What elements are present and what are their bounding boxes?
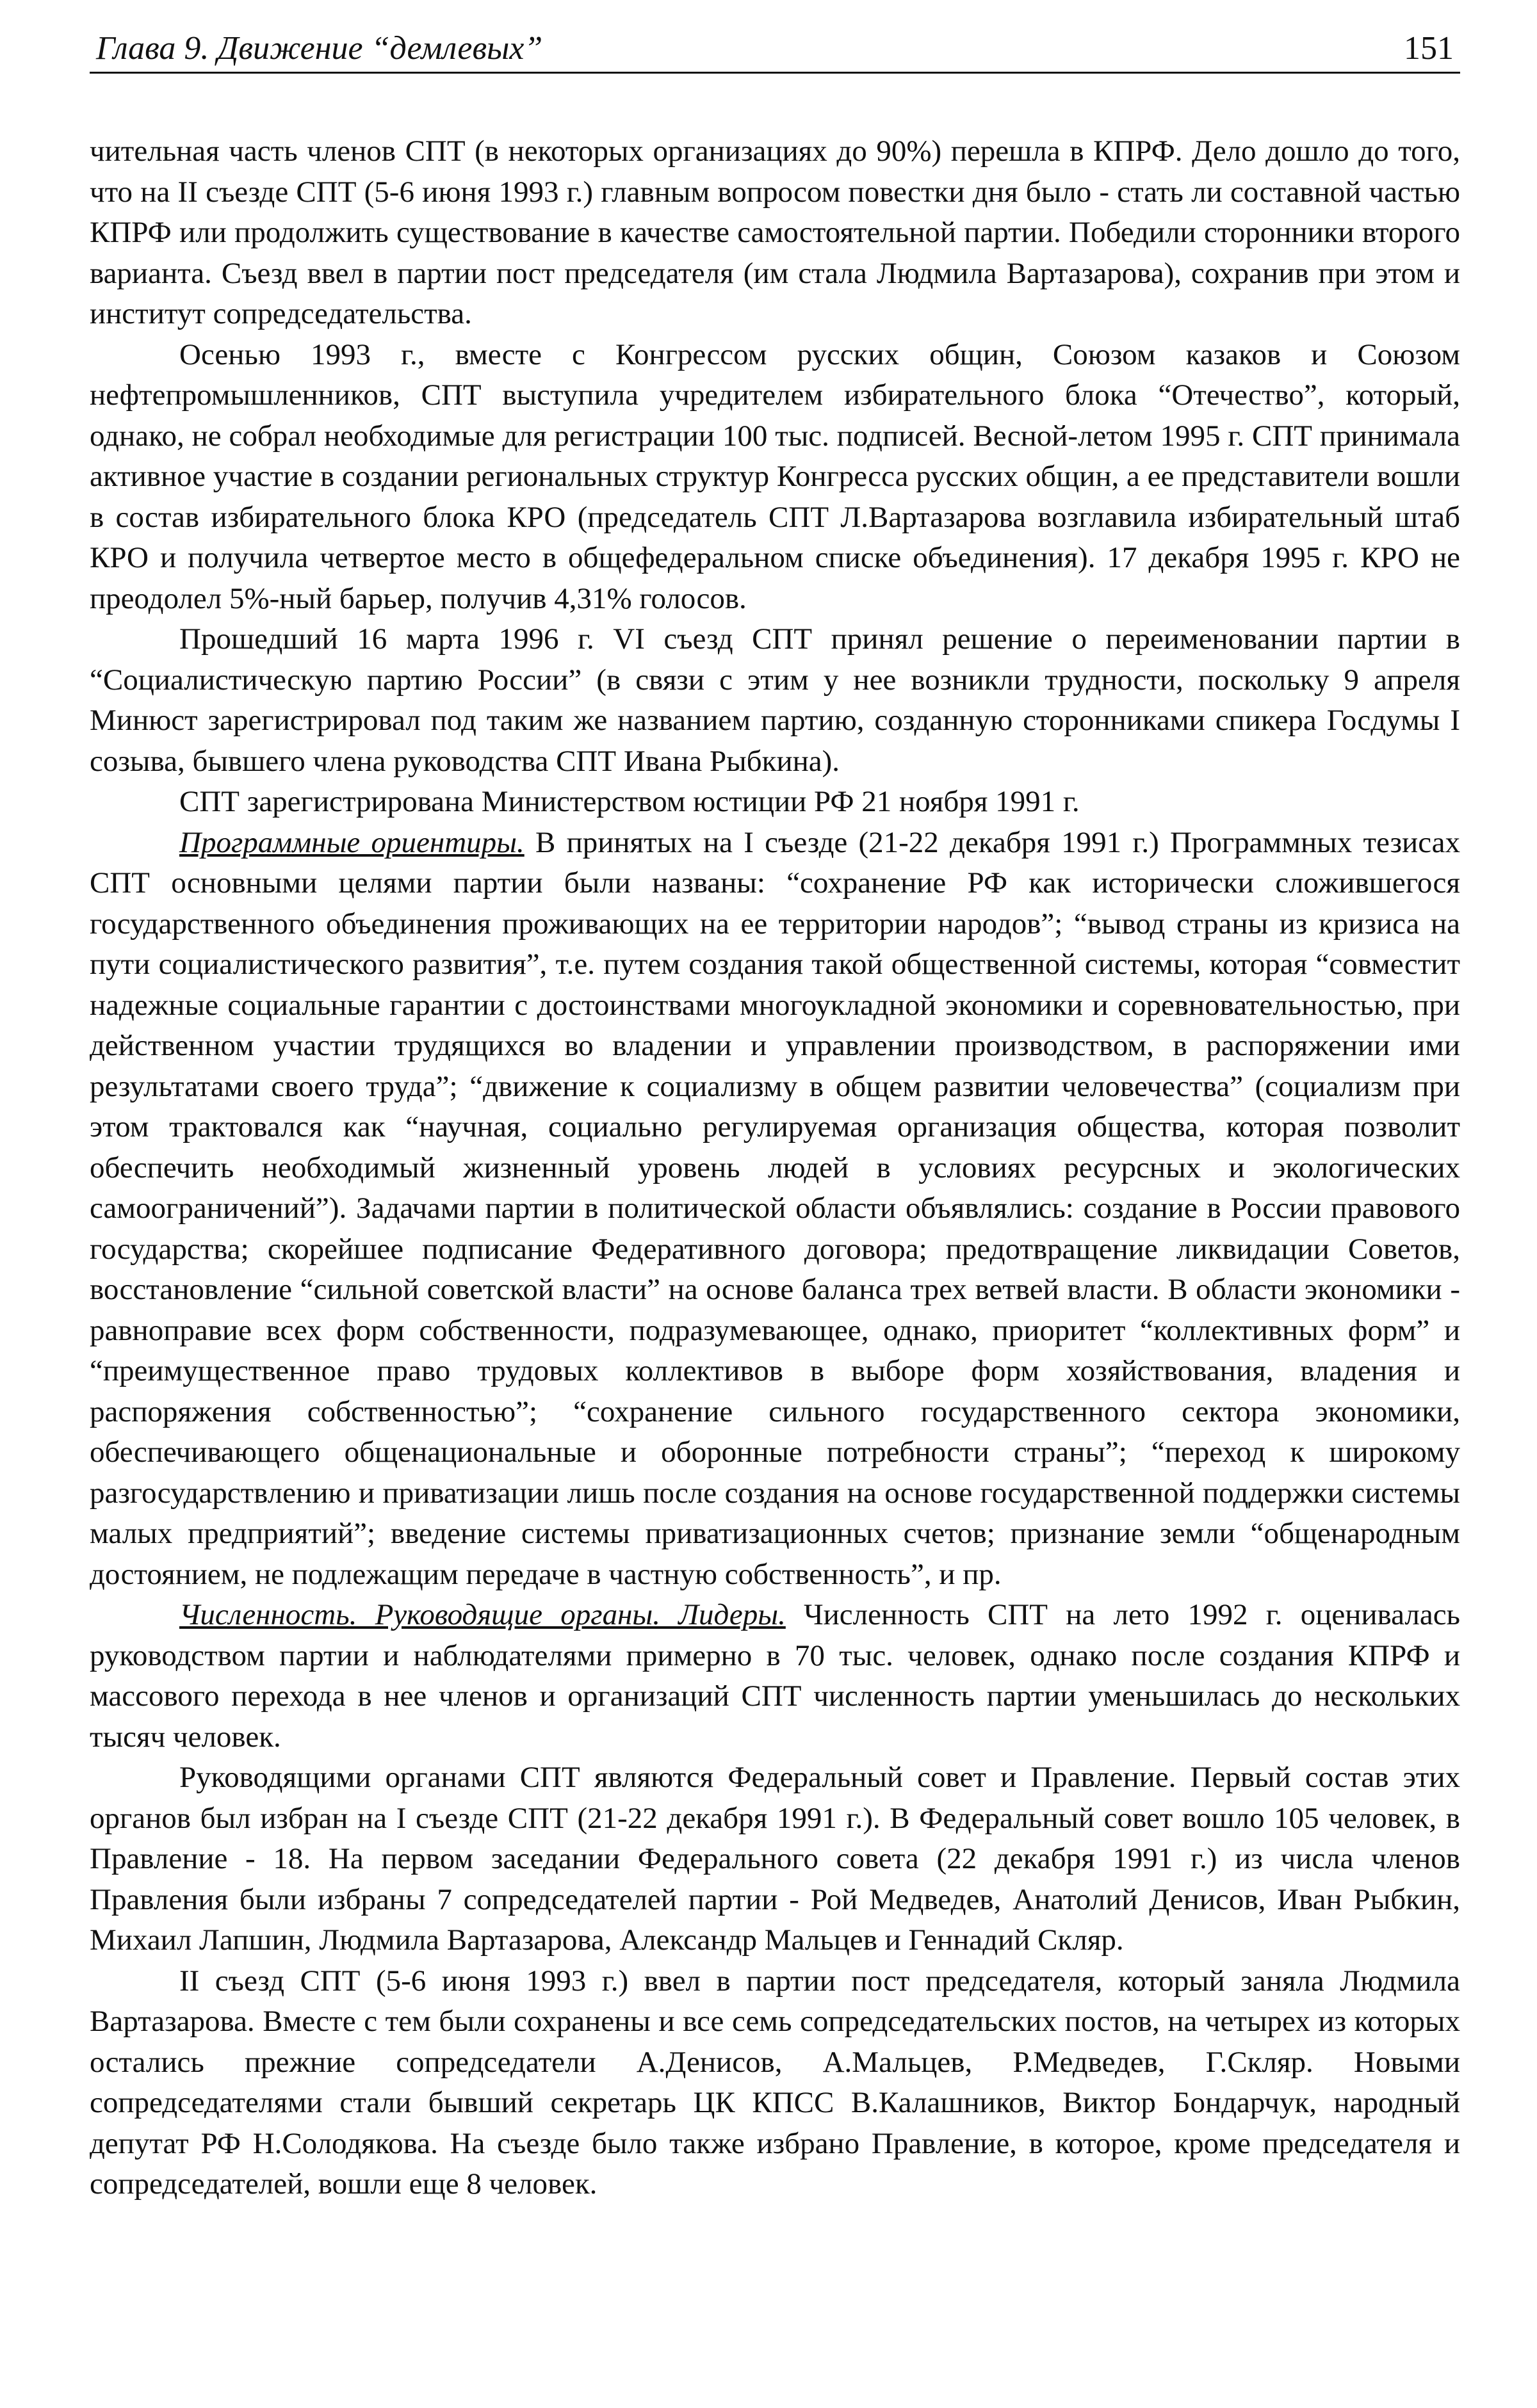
page-number: 151 — [1404, 30, 1454, 67]
paragraph-4: СПТ зарегистрирована Министерством юстиции РФ 21 ноября 1991 г. — [179, 785, 1080, 818]
paragraph-2: Осенью 1993 г., вместе с Конгрессом русских общин, Союзом казаков и Союзом нефтепромышленников, СПТ выступила учредителем избирательного блока “Отечество”, который, однако, не собрал необходимые для регистрации 100 тыс. подписей. Весной-летом 1995 г. СПТ принимала активное участие в создании региональных структур Конгресса русских общин, а ее представители вошли в состав избирательного блока КРО (председатель СПТ Л.Вартазарова возглавила избирательный штаб КРО и получила четвертое место в общефедеральном списке объединения). 17 декабря 1995 г. КРО не преодолел 5%-ный барьер, получив 4,31% голосов. — [90, 337, 1460, 615]
paragraph-6 — [90, 1595, 1460, 1758]
running-header — [90, 26, 1460, 74]
body-text — [90, 131, 1460, 2205]
section-rubric-program: Программные ориентиры. — [179, 825, 525, 859]
paragraph-8: II съезд СПТ (5-6 июня 1993 г.) ввел в партии пост председателя, который заняла Людмила Вартазарова. Вместе с тем были сохранены и все семь сопредседательских постов, на четырех из которых остались прежние сопредседатели А.Денисов, А.Мальцев, Р.Медведев, Г.Скляр. Новыми сопредседателями стали бывший секретарь ЦК КПСС В.Калашников, Виктор Бондарчук, народный депутат РФ Н.Солодякова. На съезде было также избрано Правление, в которое, кроме председателя и сопредседателей, вошли еще 8 человек. — [90, 1964, 1460, 2201]
paragraph-7: Руководящими органами СПТ являются Федеральный совет и Правление. Первый состав этих органов был избран на I съезде СПТ (21-22 декабря 1991 г.). В Федеральный совет вошло 105 человек, в Правление - 18. На первом заседании Федерального совета (22 декабря 1991 г.) из числа членов Правления были избраны 7 сопредседателей партии - Рой Медведев, Анатолий Денисов, Иван Рыбкин, Михаил Лапшин, Людмила Вартазарова, Александр Мальцев и Геннадий Скляр. — [90, 1761, 1460, 1957]
running-title: Глава 9. Движение “демлевых” — [96, 30, 543, 67]
paragraph-6-text: Численность СПТ на лето 1992 г. оценивалась руководством партии и наблюдателями примерно в 70 тыс. человек, однако после создания КПРФ и массового перехода в нее членов и организаций СПТ численность партии уменьшилась до нескольких тысяч человек. — [90, 1598, 1460, 1754]
paragraph-1: чительная часть членов СПТ (в некоторых организациях до 90%) перешла в КПРФ. Дело дошло до того, что на II съезде СПТ (5-6 июня 1993 г.) главным вопросом повестки дня было - стать ли составной частью КПРФ или продолжить существование в качестве самостоятельной партии. Победили сторонники второго варианта. Съезд ввел в партии пост председателя (им стала Людмила Вартазарова), сохранив при этом и институт сопредседательства. — [90, 134, 1460, 330]
paragraph-3: Прошедший 16 марта 1996 г. VI съезд СПТ принял решение о переименовании партии в “Социалистическую партию России” (в связи с этим у нее возникли трудности, поскольку 9 апреля Минюст зарегистрировал под таким же названием партию, созданную сторонниками спикера Госдумы I созыва, бывшего члена руководства СПТ Ивана Рыбкина). — [90, 622, 1460, 778]
paragraph-5-text: В принятых на I съезде (21-22 декабря 1991 г.) Программных тезисах СПТ основными целями партии были названы: “сохранение РФ как исторически сложившегося государственного объединения проживающих на ее территории народов”; “вывод страны из кризиса на пути социалистического развития”, т.е. путем создания такой общественной системы, которая “совместит надежные социальные гарантии с достоинствами многоукладной экономики и соревновательностью, при действенном участии трудящихся во владении и управлении производством, в распоряжении ими результатами своего труда”; “движение к социализму в общем развитии человечества” (социализм при этом трактовался как “научная, социально регулируемая организация общества, которая позволит обеспечить необходимый жизненный уровень людей в условиях ресурсных и экологических самоограничений”). Задачами партии в политической области объявлялись: создание в России правового государства; скорейшее подписание Федеративного договора; предотвращение ликвидации Советов, восстановление “сильной советской власти” на основе баланса трех ветвей власти. В области экономики - равноправие всех форм собственности, подразумевающее, однако, приоритет “коллективных форм” и “преимущественное право трудовых коллективов в выборе форм хозяйствования, владения и распоряжения собственностью”; “сохранение сильного государственного сектора экономики, обеспечивающего общенациональные и оборонные потребности страны”; “переход к широкому разгосударствлению и приватизации лишь после создания на основе государственной поддержки системы малых предприятий”; введение системы приватизационных счетов; признание земли “общенародным достоянием, не подлежащим передаче в частную собственность”, и пр. — [90, 825, 1460, 1591]
paragraph-5 — [90, 823, 1460, 1596]
section-rubric-membership: Численность. Руководящие органы. Лидеры. — [179, 1598, 786, 1631]
